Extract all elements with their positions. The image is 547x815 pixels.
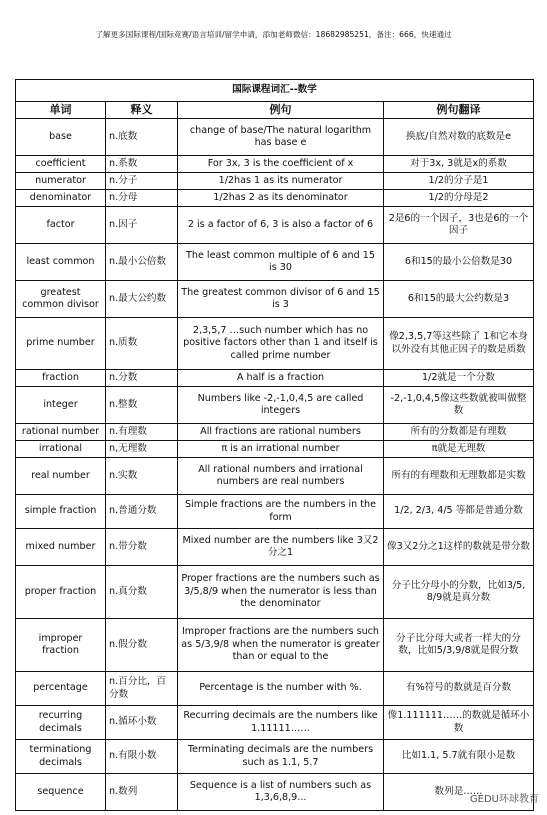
meaning-cell: n.整数 bbox=[106, 387, 178, 424]
term-cell: least common bbox=[16, 244, 106, 281]
example-cell: change of base/The natural logarithm has base e bbox=[178, 119, 384, 156]
meaning-cell: n.普通分数 bbox=[106, 495, 178, 529]
example-cell: Improper fractions are the numbers such as 5/3,9/8 when the numerator is greater than or equal to the bbox=[178, 619, 384, 672]
translation-cell: 比如1.1, 5.7就有限小是数 bbox=[384, 740, 534, 774]
translation-cell: 像1.111111……的数就是循环小数 bbox=[384, 706, 534, 740]
column-header-example: 例句 bbox=[178, 102, 384, 119]
table-row bbox=[16, 441, 534, 458]
table-title: 国际课程词汇--数学 bbox=[16, 80, 534, 102]
example-cell: Recurring decimals are the numbers like 1.11111…… bbox=[178, 706, 384, 740]
term-cell: numerator bbox=[16, 173, 106, 190]
meaning-cell: n.循环小数 bbox=[106, 706, 178, 740]
translation-cell: 数列是…… bbox=[384, 774, 534, 811]
meaning-cell: n.分数 bbox=[106, 370, 178, 387]
table-row bbox=[16, 619, 534, 672]
translation-cell: 所有的分数都是有理数 bbox=[384, 424, 534, 441]
example-cell: For 3x, 3 is the coefficient of x bbox=[178, 156, 384, 173]
translation-cell: 1/2, 2/3, 4/5 等都是普通分数 bbox=[384, 495, 534, 529]
example-cell: π is an irrational number bbox=[178, 441, 384, 458]
translation-cell: 6和15的最小公倍数是30 bbox=[384, 244, 534, 281]
table-row bbox=[16, 207, 534, 244]
term-cell: irrational bbox=[16, 441, 106, 458]
term-cell: percentage bbox=[16, 672, 106, 706]
term-cell: integer bbox=[16, 387, 106, 424]
translation-cell: 6和15的最大公约数是3 bbox=[384, 281, 534, 318]
example-cell: Percentage is the number with %. bbox=[178, 672, 384, 706]
term-cell: mixed number bbox=[16, 529, 106, 566]
table-row bbox=[16, 458, 534, 495]
table-row bbox=[16, 740, 534, 774]
term-cell: base bbox=[16, 119, 106, 156]
table-row bbox=[16, 424, 534, 441]
translation-cell: 所有的有理数和无理数都是实数 bbox=[384, 458, 534, 495]
meaning-cell: n.最大公约数 bbox=[106, 281, 178, 318]
translation-cell: 对于3x, 3就是x的系数 bbox=[384, 156, 534, 173]
column-header-meaning: 释义 bbox=[106, 102, 178, 119]
translation-cell: 像3又2分之1这样的数就是带分数 bbox=[384, 529, 534, 566]
term-cell: denominator bbox=[16, 190, 106, 207]
table-row bbox=[16, 566, 534, 619]
meaning-cell: n.数列 bbox=[106, 774, 178, 811]
translation-cell: 分子比分母大或者一样大的分数，比如5/3,9/8就是假分数 bbox=[384, 619, 534, 672]
example-cell: 2,3,5,7 …such number which has no positive factors other than 1 and itself is called prime number bbox=[178, 318, 384, 370]
translation-cell: 像2,3,5,7等这些除了 1和它本身以外没有其他正因子的数是质数 bbox=[384, 318, 534, 370]
term-cell: prime number bbox=[16, 318, 106, 370]
meaning-cell: n.实数 bbox=[106, 458, 178, 495]
table-row bbox=[16, 495, 534, 529]
vocabulary-table bbox=[15, 79, 534, 811]
translation-cell: 1/2的分子是1 bbox=[384, 173, 534, 190]
meaning-cell: n.假分数 bbox=[106, 619, 178, 672]
translation-cell: 1/2就是一个分数 bbox=[384, 370, 534, 387]
translation-cell: 有%符号的数就是百分数 bbox=[384, 672, 534, 706]
meaning-cell: n.真分数 bbox=[106, 566, 178, 619]
table-row bbox=[16, 529, 534, 566]
term-cell: terminationg decimals bbox=[16, 740, 106, 774]
term-cell: coefficient bbox=[16, 156, 106, 173]
example-cell: Proper fractions are the numbers such as 3/5,8/9 when the numerator is less than the denominator bbox=[178, 566, 384, 619]
table-row bbox=[16, 706, 534, 740]
table-row bbox=[16, 774, 534, 811]
meaning-cell: n.分子 bbox=[106, 173, 178, 190]
example-cell: Simple fractions are the numbers in the form bbox=[178, 495, 384, 529]
meaning-cell: n.系数 bbox=[106, 156, 178, 173]
example-cell: Sequence is a list of numbers such as 1,3,6,8,9... bbox=[178, 774, 384, 811]
term-cell: real number bbox=[16, 458, 106, 495]
example-cell: A half is a fraction bbox=[178, 370, 384, 387]
column-header-word: 单词 bbox=[16, 102, 106, 119]
translation-cell: 分子比分母小的分数，比如3/5, 8/9就是真分数 bbox=[384, 566, 534, 619]
example-cell: 1/2has 1 as its numerator bbox=[178, 173, 384, 190]
meaning-cell: n.百分比，百分数 bbox=[106, 672, 178, 706]
meaning-cell: n.底数 bbox=[106, 119, 178, 156]
term-cell: fraction bbox=[16, 370, 106, 387]
meaning-cell: n,无理数 bbox=[106, 441, 178, 458]
term-cell: rational number bbox=[16, 424, 106, 441]
example-cell: 2 is a factor of 6, 3 is also a factor of 6 bbox=[178, 207, 384, 244]
example-cell: Mixed number are the numbers like 3又2分之1 bbox=[178, 529, 384, 566]
example-cell: All rational numbers and irrational numbers are real numbers bbox=[178, 458, 384, 495]
term-cell: greatest common divisor bbox=[16, 281, 106, 318]
table-row bbox=[16, 370, 534, 387]
table-row bbox=[16, 156, 534, 173]
table-row bbox=[16, 244, 534, 281]
meaning-cell: n.有限小数 bbox=[106, 740, 178, 774]
translation-cell: π就是无理数 bbox=[384, 441, 534, 458]
term-cell: improper fraction bbox=[16, 619, 106, 672]
table-row bbox=[16, 173, 534, 190]
meaning-cell: n.最小公倍数 bbox=[106, 244, 178, 281]
term-cell: sequence bbox=[16, 774, 106, 811]
example-cell: Numbers like -2,-1,0,4,5 are called integers bbox=[178, 387, 384, 424]
example-cell: All fractions are rational numbers bbox=[178, 424, 384, 441]
term-cell: factor bbox=[16, 207, 106, 244]
example-cell: The least common multiple of 6 and 15 is 30 bbox=[178, 244, 384, 281]
watermark-logo: GEDU环球教育 bbox=[469, 794, 539, 805]
meaning-cell: n.分母 bbox=[106, 190, 178, 207]
table-body bbox=[16, 119, 534, 811]
translation-cell: 换底/自然对数的底数是e bbox=[384, 119, 534, 156]
table-row bbox=[16, 281, 534, 318]
term-cell: simple fraction bbox=[16, 495, 106, 529]
meaning-cell: n.质数 bbox=[106, 318, 178, 370]
meaning-cell: n.带分数 bbox=[106, 529, 178, 566]
meaning-cell: n.因子 bbox=[106, 207, 178, 244]
table-row bbox=[16, 318, 534, 370]
meaning-cell: n.有理数 bbox=[106, 424, 178, 441]
translation-cell: 1/2的分母是2 bbox=[384, 190, 534, 207]
table-row bbox=[16, 672, 534, 706]
header-contact-line: 了解更多国际课程/国际竞赛/语言培训/留学申请，添加老师微信：18682985251，备注：666，快速通过 bbox=[95, 30, 452, 39]
example-cell: Terminating decimals are the numbers such as 1.1, 5.7 bbox=[178, 740, 384, 774]
example-cell: 1/2has 2 as its denominator bbox=[178, 190, 384, 207]
term-cell: recurring decimals bbox=[16, 706, 106, 740]
translation-cell: -2,-1,0,4,5像这些数就被叫做整数 bbox=[384, 387, 534, 424]
example-cell: The greatest common divisor of 6 and 15 is 3 bbox=[178, 281, 384, 318]
term-cell: proper fraction bbox=[16, 566, 106, 619]
table-row bbox=[16, 387, 534, 424]
column-header-translation: 例句翻译 bbox=[384, 102, 534, 119]
table-row bbox=[16, 190, 534, 207]
translation-cell: 2是6的一个因子，3也是6的一个因子 bbox=[384, 207, 534, 244]
table-row bbox=[16, 119, 534, 156]
